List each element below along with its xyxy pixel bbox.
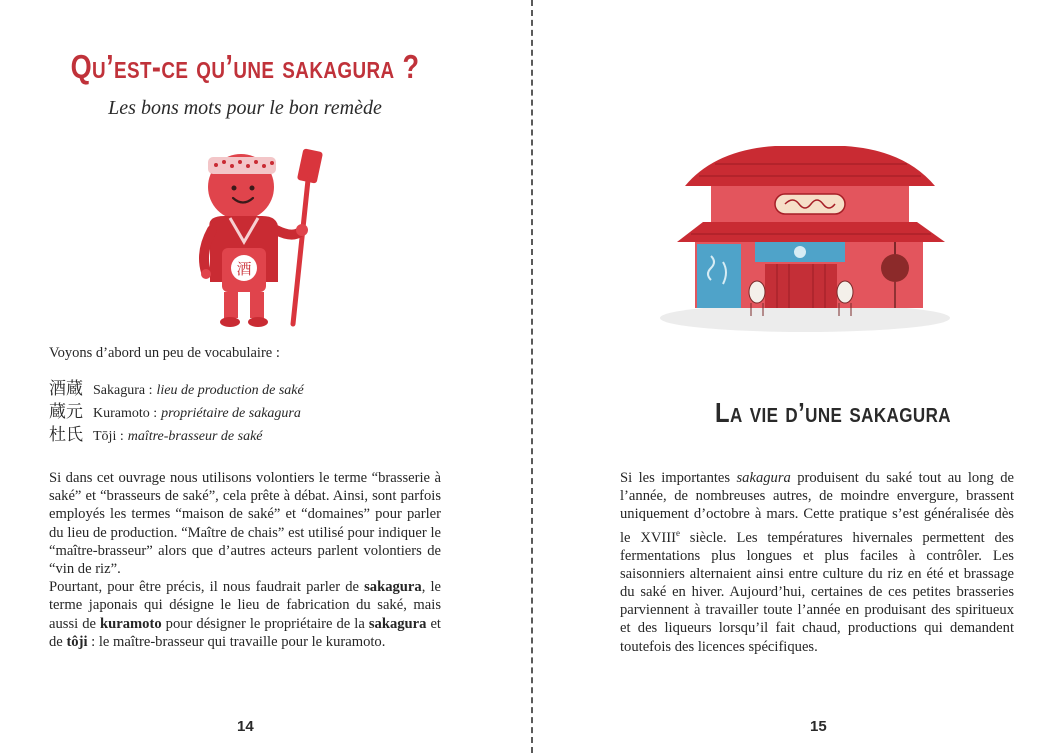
- bold-term: sakagura: [368, 615, 427, 632]
- text-run: siècle. Les températures hivernales permettent des fermentations plus longues et plus faciles à contrôler. Les saisonniers alternaient ainsi entre culture du riz en été et brassage du saké en hiver. Aujourd’hui, certaines de ces petites brasseries parviennent à travailler toute l’année en produisant des spiritueux et des liqueurs lorsqu’il fait chaud, productions qui demandent toutefois des licences spécifiques.: [620, 529, 1014, 655]
- svg-text:酒: 酒: [236, 260, 252, 278]
- right-page: [533, 0, 1063, 753]
- brewer-illustration: [196, 142, 336, 332]
- section-title: La vie d’une sakagura: [714, 397, 951, 428]
- vocab-definition: lieu de production de saké: [156, 383, 304, 398]
- bold-term: sakagura: [364, 579, 422, 596]
- vocab-definition: maître-brasseur de saké: [127, 429, 263, 444]
- page-number: 15: [810, 718, 827, 735]
- paragraph-vocabulary-debate: Si dans cet ouvrage nous utilisons volontiers le terme “brasserie à saké” et “brasseurs de saké”, cela prête à débat. Ainsi, sont parfois employés les termes “maison de saké” et “domaines” pour parler du lieu de production. “Maître de chais” est utilisé pour indiquer le “maître-brasseur” alors que d’autres acteurs parlent volontiers de “vin de riz”.: [49, 470, 441, 578]
- text-run: Pourtant, pour être précis, il nous faudrait parler de: [49, 579, 365, 596]
- bold-term: kuramoto: [100, 615, 162, 632]
- left-page: [0, 0, 530, 753]
- vocab-item: [49, 378, 304, 401]
- paragraph-seasonal-brewing: [620, 469, 1014, 656]
- text-run: , le terme japonais qui désigne le lieu de fabrication du saké, mais aussi de: [49, 579, 441, 632]
- century-superscript: e: [676, 527, 680, 538]
- page-number: 14: [237, 718, 254, 735]
- vocab-term: Kuramoto :: [93, 406, 158, 421]
- vocab-term: Tōji :: [93, 429, 124, 444]
- vocab-intro: Voyons d’abord un peu de vocabulaire :: [49, 345, 280, 361]
- vocab-kanji: 蔵元: [49, 402, 83, 422]
- bold-term: tôji: [66, 633, 88, 650]
- paragraph-precise-terms: [49, 578, 441, 651]
- text-run: et de: [49, 615, 441, 650]
- sakagura-illustration: [655, 138, 955, 338]
- vocab-kanji: 酒蔵: [49, 379, 83, 399]
- right-body-text: [620, 469, 1014, 656]
- vocab-definition: propriétaire de sakagura: [161, 406, 301, 421]
- vocab-list: [49, 378, 304, 447]
- text-run: pour désigner le propriétaire de la: [161, 615, 369, 632]
- text-run: produisent du saké tout au long de l’année, de nombreuses autres, de moindre envergure, brassent uniquement d’octobre à mars. Cette pratique s’est généralisée dès le XVIII: [620, 470, 1014, 546]
- text-run: : le maître-brasseur qui travaille pour le kuramoto.: [87, 633, 386, 650]
- vocab-term: Sakagura :: [93, 383, 153, 398]
- vocab-item: [49, 401, 304, 424]
- vocab-item: [49, 424, 304, 447]
- page-subtitle: Les bons mots pour le bon remède: [108, 97, 382, 119]
- page-title: Qu’est-ce qu’une sakagura ?: [70, 48, 420, 85]
- italic-term: sakagura: [736, 470, 791, 486]
- left-body-text: [49, 469, 441, 651]
- vocab-kanji: 杜氏: [49, 425, 83, 445]
- text-run: Si les importantes: [620, 470, 737, 486]
